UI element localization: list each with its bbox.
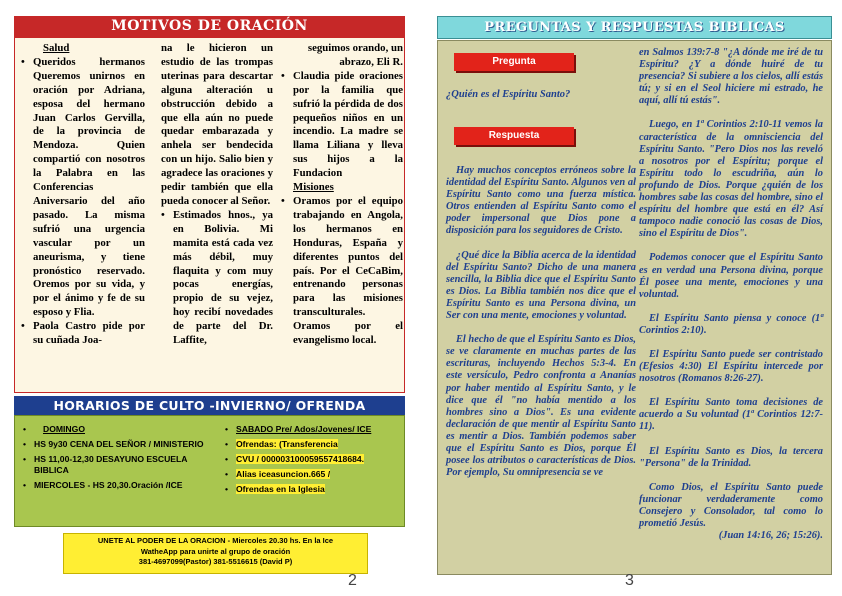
pregunta-label: Pregunta — [454, 53, 574, 71]
motivos-column-1 — [21, 42, 145, 348]
horarios-left-column — [21, 424, 211, 495]
question-text: ¿Quién es el Espíritu Santo? — [446, 89, 571, 100]
misiones-heading: Misiones — [293, 181, 334, 194]
page-number: 2 — [348, 572, 357, 589]
answer-paragraph: Podemos conocer que el Espíritu Santo es en verdad una Persona divina, porque Él posee una mente, emociones y una voluntad. — [639, 252, 823, 300]
respuesta-label: Respuesta — [454, 127, 574, 145]
offering-item: Ofrendas en la Iglesia — [236, 484, 325, 494]
page-number: 3 — [625, 572, 634, 589]
prayer-item: • Estimados hnos., ya en Bolivia. Mi mamita está cada vez más débil, muy flaquita y com muy pocas energías, propio de su vejez, hoy recibí novedades de parte del Dr. Laffite, — [161, 209, 273, 348]
horarios-right-column — [223, 424, 399, 499]
answer-column-2 — [639, 47, 823, 554]
union-line: UNETE AL PODER DE LA ORACION - Miercoles 20.30 hs. En la Ice — [97, 536, 334, 545]
motivos-box — [14, 37, 405, 393]
salud-heading: Salud — [43, 42, 70, 54]
schedule-item: DOMINGO — [43, 424, 86, 434]
prayer-item: • Queridos hermanos Queremos unirnos en oración por Adriana, esposa del hermano Juan Carlos Gervilla, de la provincia de Mendoza. Quien compartió con nosotros la Palabra en las Conferencias Aniversario del año pasado. La misma sufrió una urgencia vascular por un aneurisma, y tiene pronóstico reservado. Oremos por su vida, y por el ánimo y fe de su esposo y Flia. — [21, 56, 145, 320]
offering-item: Alias iceasuncion.665 / — [236, 469, 331, 479]
answer-paragraph: Hay muchos conceptos erróneos sobre la identidad del Espíritu Santo. Algunos ven al Espíritu Santo como una fuerza mística. Otros entienden al Espíritu Santo como el poder impersonal que Dios pone a disposición para los seguidores de Cristo. — [446, 165, 636, 237]
preguntas-box — [437, 40, 832, 575]
answer-paragraph: El Espíritu Santo toma decisiones de acuerdo a Su voluntad (1ª Corintios 12:7-11). — [639, 397, 823, 433]
answer-paragraph: ¿Qué dice la Biblia acerca de la identidad del Espíritu Santo? Dicho de una manera sencilla, la Biblia dice que el Espíritu Santo es Dios. La Biblia también nos dice que el Espíritu Santo es una Persona divina, un Ser con una mente, emociones y voluntad. — [446, 249, 636, 322]
union-oracion-box — [63, 533, 368, 574]
prayer-item: • Claudia pide oraciones por la familia que sufrió la pérdida de dos pequeños niños en un incendio. La madre se llama Liliana y lleva sus hijos a la Fundacion — [281, 70, 403, 181]
prayer-item: • Oramos por el equipo trabajando en Angola, los hermanos en Honduras, España y diferentes puntos del país. Por el CeCaBim, entrenando personas para las misiones transculturales. Oramos por el evangelismo local. — [281, 195, 403, 348]
horarios-box — [14, 415, 405, 527]
horarios-title: HORARIOS DE CULTO -INVIERNO/ OFRENDA — [14, 396, 405, 415]
right-page — [421, 0, 842, 596]
schedule-item: • MIERCOLES - HS 20,30.Oración /ICE — [21, 480, 211, 491]
motivos-column-3 — [281, 42, 403, 348]
prayer-text: na le hicieron un estudio de las trompas uterinas para descartar alguna alteración u obstrucción debido a que ella aún no puede quedar embarazada y anhela ser bendecida con un hijo. Salio bien y agradece las oraciones y pedir también que ella pueda conocer al Señor. — [161, 42, 273, 207]
prayer-item: • Paola Castro pide por su cuñada Joa- — [21, 320, 145, 348]
union-line: 381-4697099(Pastor) 381-5516615 (David P) — [138, 557, 293, 566]
scripture-reference: (Juan 14:16, 26; 15:26). — [718, 530, 823, 542]
schedule-item: • HS 9y30 CENA DEL SEÑOR / MINISTERIO — [21, 439, 211, 450]
schedule-item: • HS 11,00-12,30 DESAYUNO ESCUELA BIBLICA — [21, 454, 211, 476]
motivos-title: MOTIVOS DE ORACIÓN — [14, 16, 405, 37]
answer-paragraph: en Salmos 139:7-8 "¿A dónde me iré de tu Espíritu? ¿Y a dónde huiré de tu presencia? Si subiere a los cielos, allí estás tú; y si en el Seol hiciere mi estrado, he aquí, allí tú estás". — [639, 47, 823, 107]
answer-paragraph: El hecho de que el Espíritu Santo es Dios, se ve claramente en muchas partes de las escrituras, incluyendo Hechos 5:3-4. En este versículo, Pedro confronta a Ananías por haber mentido al Espíritu Santo, y le dice que él "no había mentido a los hombres sino a Dios". Es una evidente declaración de que mentir al Espíritu Santo es mentir a Dios. También podemos saber que el Espíritu Santo es Dios, porque Él posee los atributos o características de Dios. Por ejemplo, Su omnipresencia se ve — [446, 334, 636, 479]
answer-paragraph: El Espíritu Santo puede ser contristado (Efesios 4:30) El Espíritu intercede por nosotros (Romanos 8:26-27). — [639, 348, 823, 385]
offering-item: CVU / 0000031000595574186​84. — [236, 454, 365, 464]
answer-column-1 — [446, 165, 636, 491]
answer-paragraph: Como Dios, el Espíritu Santo puede funcionar verdaderamente como Consejero y Consolador, tal como lo prometió Jesús. — [639, 481, 823, 529]
answer-paragraph: El Espíritu Santo es Dios, la tercera "Persona" de la Trinidad. — [639, 445, 823, 469]
prayer-text: seguimos orando, un abrazo, Eli R. — [307, 42, 403, 68]
preguntas-title: PREGUNTAS Y RESPUESTAS BIBLICAS — [437, 16, 832, 39]
union-line: WatheApp para unirte al grupo de oración — [140, 546, 291, 556]
answer-paragraph: Luego, en 1ª Corintios 2:10-11 vemos la característica de la omnisciencia del Espíritu Santo. "Pero Dios nos las reveló a nosotros por el Espíritu; porque el Espíritu todo lo escudriña, aún lo profundo de Dios. Porque ¿quién de los hombres sabe las cosas del hombre, sino el espíritu del hombre que está en él? Así tampoco nadie conoció las cosas de Dios, sino el Espíritu de Dios". — [639, 119, 823, 240]
answer-paragraph: El Espíritu Santo piensa y conoce (1ª Corintios 2:10). — [639, 312, 823, 336]
motivos-column-2 — [161, 42, 273, 348]
schedule-item: SABADO Pre/ Ados/Jovenes/ ICE — [236, 424, 372, 434]
offering-item: Ofrendas: (Transferencia — [236, 439, 338, 449]
